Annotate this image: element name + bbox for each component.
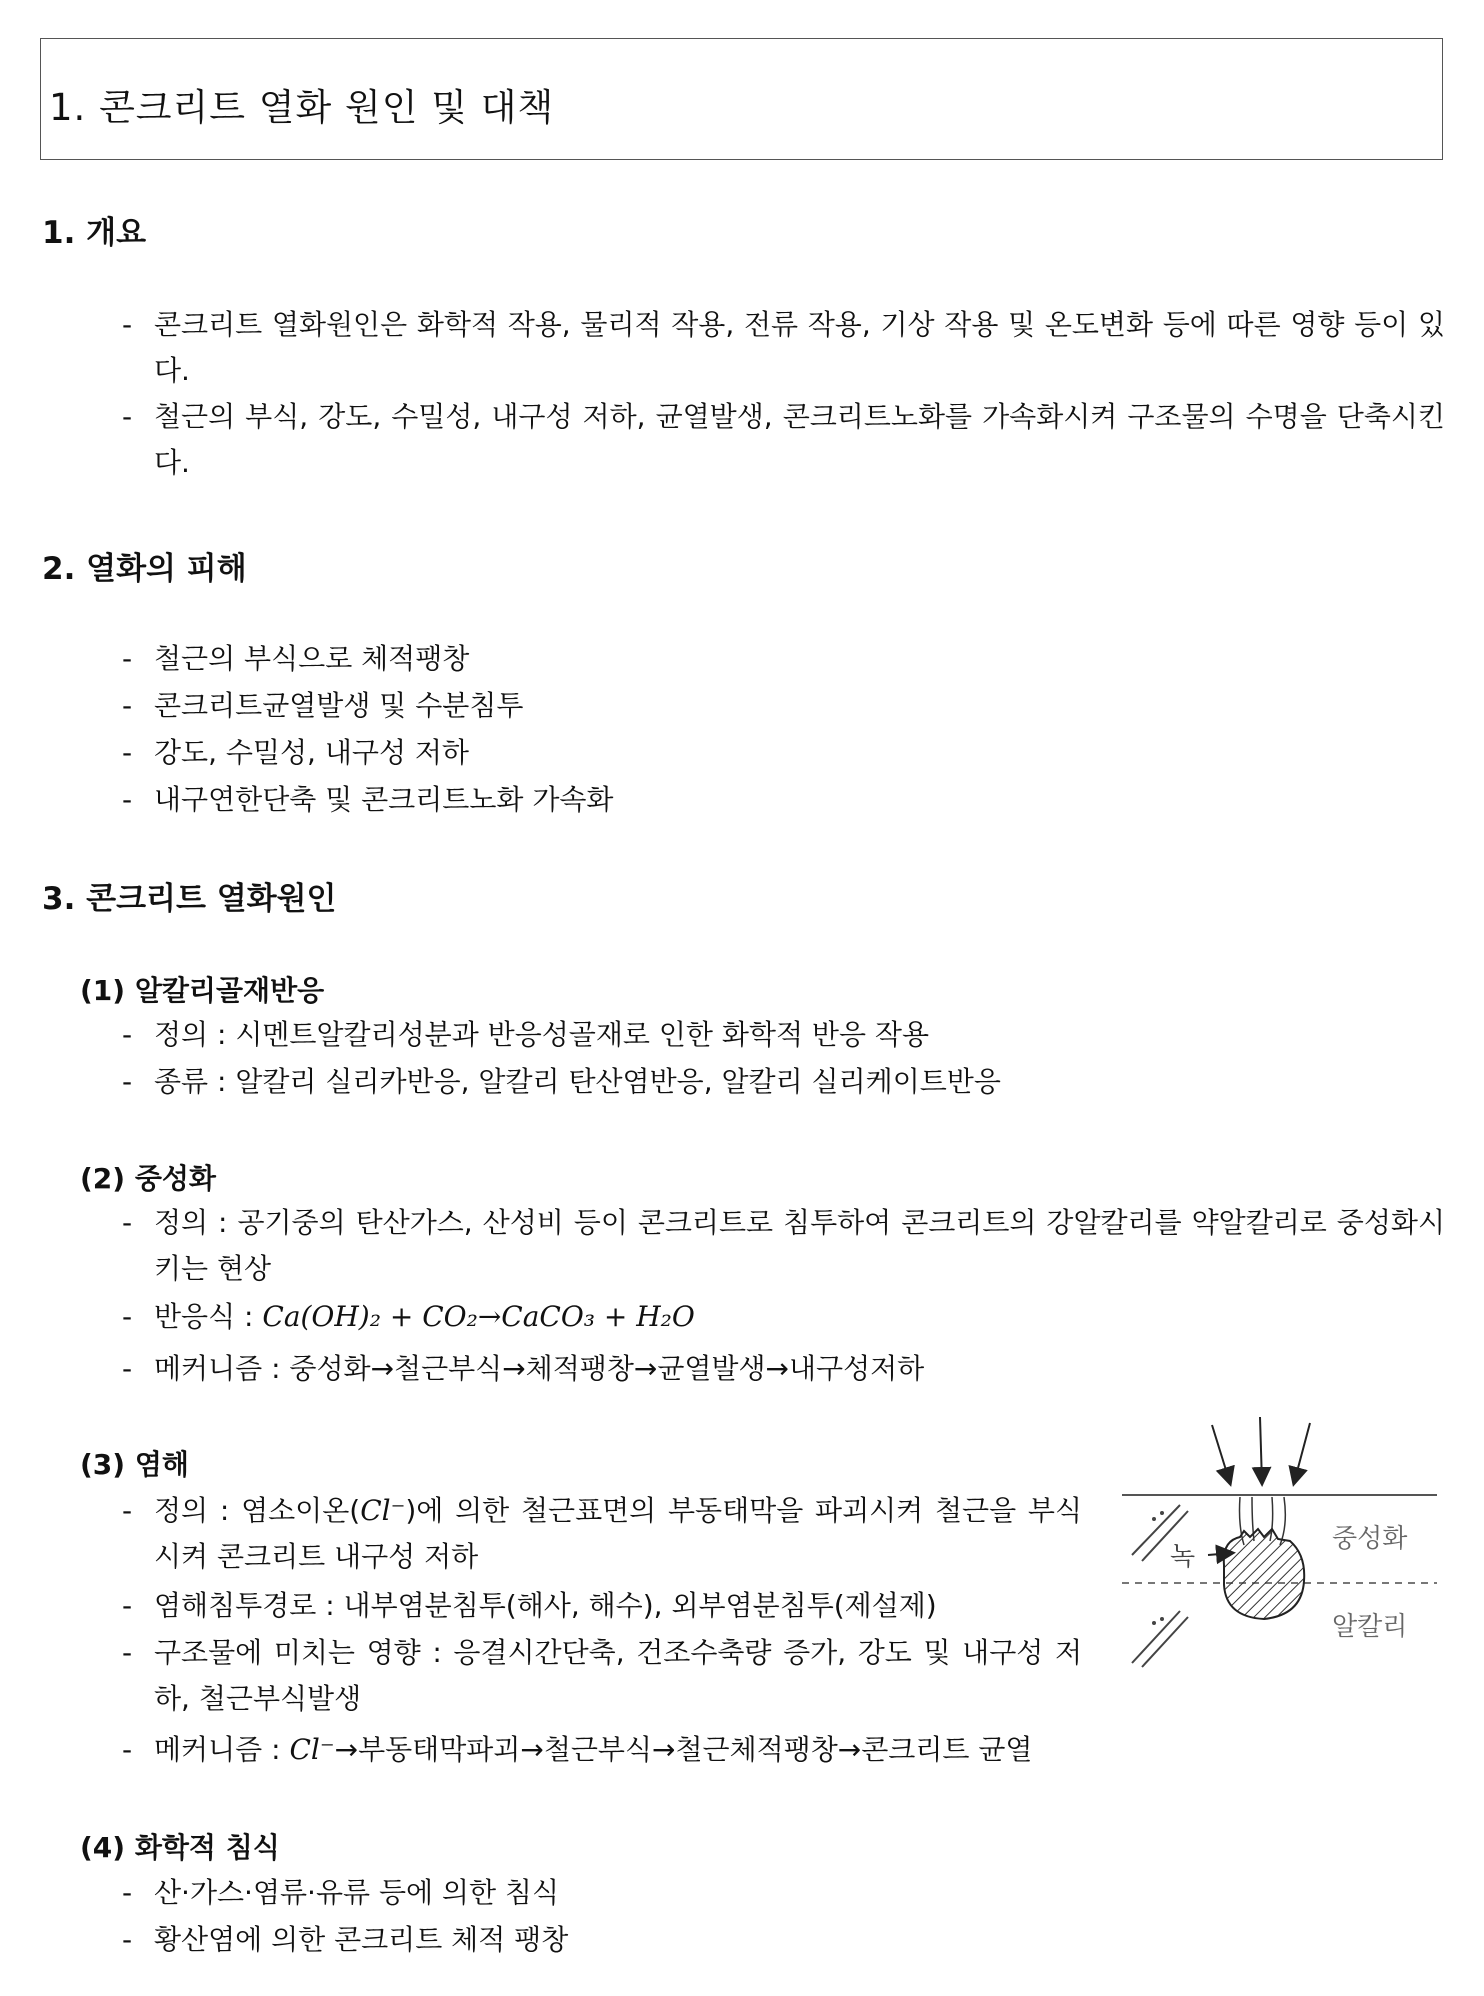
bullet-dash: - (122, 783, 133, 816)
list-item (122, 1917, 568, 1963)
list-item (122, 1346, 924, 1392)
list-item-text: 철근의 부식, 강도, 수밀성, 내구성 저하, 균열발생, 콘크리트노화를 가속화시켜 구조물의 수명을 단축시킨다. (154, 400, 1445, 479)
bullet-dash: - (122, 1923, 133, 1956)
list-item (122, 636, 469, 682)
bullet-dash: - (122, 642, 133, 675)
page-title: 1. 콘크리트 열화 원인 및 대책 (49, 86, 555, 129)
label-rust: 녹 (1170, 1542, 1196, 1572)
list-item (122, 1059, 1001, 1105)
bullet-dash: - (122, 1065, 133, 1098)
bullet-dash: - (122, 1733, 133, 1766)
list-item (122, 1870, 559, 1916)
list-item (122, 777, 613, 823)
bullet-dash: - (122, 1876, 133, 1909)
subsection-heading-carbonation: (2) 중성화 (80, 1162, 216, 1195)
mechanism-label: 메커니즘 : (154, 1733, 281, 1766)
bullet-dash: - (122, 1589, 133, 1622)
bullet-dash: - (122, 1300, 133, 1333)
definition-prefix: 정의 : 염소이온( (154, 1494, 361, 1527)
crack-line (1280, 1497, 1285, 1545)
bullet-dash: - (122, 400, 133, 433)
subsection-heading-chloride: (3) 염해 (80, 1448, 189, 1481)
label-carbonation: 중성화 (1332, 1524, 1408, 1554)
list-item (122, 1200, 1445, 1292)
list-item (122, 302, 1445, 394)
bullet-dash: - (122, 689, 133, 722)
bullet-dash: - (122, 1018, 133, 1051)
list-item (122, 1583, 937, 1629)
list-item-text: 메커니즘 : 중성화→철근부식→체적팽창→균열발생→내구성저하 (154, 1352, 925, 1385)
list-item-text: 철근의 부식으로 체적팽창 (154, 642, 470, 675)
list-item-text: 황산염에 의한 콘크리트 체적 팽창 (154, 1923, 569, 1956)
label-alkali: 알칼리 (1332, 1612, 1408, 1642)
bullet-dash: - (122, 1352, 133, 1385)
bullet-dash: - (122, 736, 133, 769)
bullet-dash: - (122, 1494, 133, 1527)
list-item (122, 730, 469, 776)
list-item-text: 염해침투경로 : 내부염분침투(해사, 해수), 외부염분침투(제설제) (154, 1589, 937, 1622)
list-item (122, 394, 1445, 486)
list-item (122, 683, 523, 729)
bullet-dash: - (122, 1636, 133, 1669)
section-heading-causes: 3. 콘크리트 열화원인 (42, 881, 337, 917)
aggregate-mark (1142, 1617, 1188, 1667)
section-heading-damage: 2. 열화의 피해 (42, 551, 247, 587)
attack-arrow (1260, 1417, 1262, 1483)
attack-arrow (1212, 1425, 1230, 1483)
mechanism-text: →부동태막파괴→철근부식→철근체적팽창→콘크리트 균열 (334, 1733, 1033, 1766)
list-item-text: 콘크리트균열발생 및 수분침투 (154, 689, 524, 722)
subsection-heading-alkali-aggregate: (1) 알칼리골재반응 (80, 974, 325, 1007)
list-item-text: 콘크리트 열화원인은 화학적 작용, 물리적 작용, 전류 작용, 기상 작용 및 온도변화 등에 따른 영향 등이 있다. (154, 308, 1445, 387)
list-item (122, 1012, 929, 1058)
definition-suffix: )에 의한 철근표면의 부동태막을 파괴시켜 철근을 부식시켜 콘크리트 내구성 저하 (154, 1494, 1082, 1573)
list-item-text: 강도, 수밀성, 내구성 저하 (154, 736, 469, 769)
aggregate-dot (1152, 1517, 1156, 1521)
aggregate-mark (1132, 1611, 1180, 1663)
reaction-label: 반응식 : (154, 1300, 254, 1333)
list-item-text: 정의 : 공기중의 탄산가스, 산성비 등이 콘크리트로 침투하여 콘크리트의 강알칼리를 약알칼리로 중성화시키는 현상 (154, 1206, 1445, 1285)
list-item (122, 1294, 695, 1340)
rebar-rust (1224, 1529, 1304, 1619)
aggregate-dot (1160, 1511, 1164, 1515)
bullet-dash: - (122, 1206, 133, 1239)
list-item-text: 구조물에 미치는 영향 : 응결시간단축, 건조수축량 증가, 강도 및 내구성 저하, 철근부식발생 (154, 1636, 1082, 1715)
chloride-ion: Cl⁻ (360, 1494, 406, 1527)
section-heading-overview: 1. 개요 (42, 215, 147, 251)
reaction-equation: Ca(OH)₂ + CO₂→CaCO₃ + H₂O (262, 1300, 695, 1333)
list-item (122, 1727, 1032, 1773)
chloride-diagram (1092, 1405, 1452, 1675)
aggregate-dot (1152, 1621, 1156, 1625)
list-item-text: 정의 : 시멘트알칼리성분과 반응성골재로 인한 화학적 반응 작용 (154, 1018, 929, 1051)
list-item (122, 1630, 1082, 1722)
list-item-text: 내구연한단축 및 콘크리트노화 가속화 (154, 783, 614, 816)
list-item-text: 종류 : 알칼리 실리카반응, 알칼리 탄산염반응, 알칼리 실리케이트반응 (154, 1065, 1001, 1098)
list-item-text: 산·가스·염류·유류 등에 의한 침식 (154, 1876, 560, 1909)
list-item (122, 1488, 1082, 1580)
aggregate-dot (1160, 1617, 1164, 1621)
attack-arrow (1294, 1423, 1310, 1483)
chloride-ion: Cl⁻ (289, 1733, 335, 1766)
title-box (40, 38, 1443, 160)
bullet-dash: - (122, 308, 133, 341)
subsection-heading-chemical-erosion: (4) 화학적 침식 (80, 1831, 280, 1864)
